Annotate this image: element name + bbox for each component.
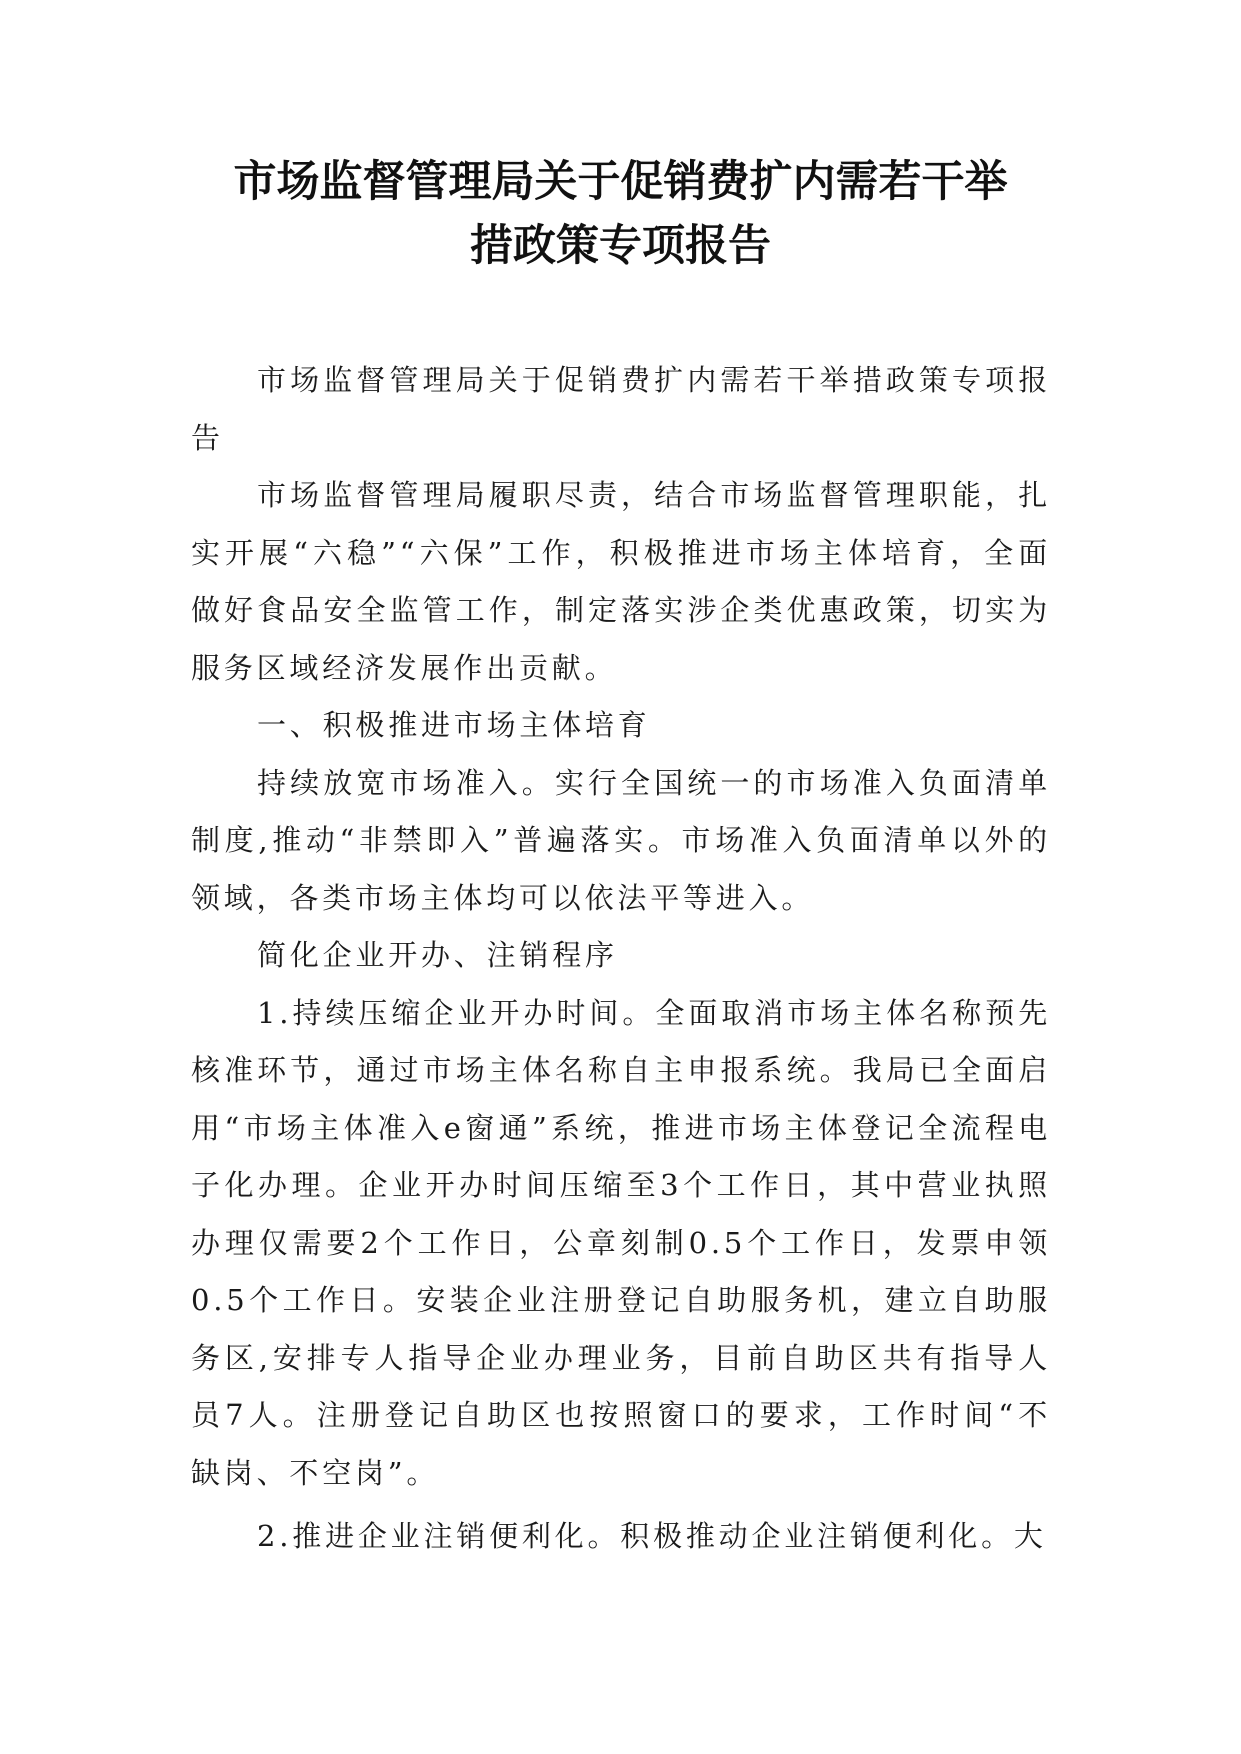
paragraph-item-2: 2.推进企业注销便利化。积极推动企业注销便利化。大	[257, 1519, 1047, 1553]
paragraph-market-access: 持续放宽市场准入。实行全国统一的市场准入负面清单制度,推动“非禁即入”普遍落实。市场准入负面清单以外的领域，各类市场主体均可以依法平等进入。	[191, 765, 1051, 915]
title-line-2: 措政策专项报告	[470, 221, 771, 271]
subheading-simplify-procedures: 简化企业开办、注销程序	[257, 938, 618, 972]
document-title	[140, 150, 1101, 278]
paragraph-report-name: 市场监督管理局关于促销费扩内需若干举措政策专项报告	[191, 363, 1051, 455]
document-body	[191, 352, 1051, 1566]
section-heading-1: 一、积极推进市场主体培育	[257, 708, 651, 742]
title-line-1: 市场监督管理局关于促销费扩内需若干举	[233, 157, 1008, 207]
paragraph-item-1: 1.持续压缩企业开办时间。全面取消市场主体名称预先核准环节，通过市场主体名称自主申报系统。我局已全面启用“市场主体准入e窗通”系统，推进市场主体登记全流程电子化办理。企业开办时间压缩至3个工作日，其中营业执照办理仅需要2个工作日，公章刻制0.5个工作日，发票申领0.5个工作日。安装企业注册登记自助服务机，建立自助服务区,安排专人指导企业办理业务，目前自助区共有指导人员7人。注册登记自助区也按照窗口的要求，工作时间“不缺岗、不空岗”。	[191, 995, 1051, 1490]
paragraph-intro: 市场监督管理局履职尽责，结合市场监督管理职能，扎实开展“六稳”“六保”工作，积极推进市场主体培育，全面做好食品安全监管工作，制定落实涉企类优惠政策，切实为服务区域经济发展作出贡献。	[191, 478, 1051, 685]
